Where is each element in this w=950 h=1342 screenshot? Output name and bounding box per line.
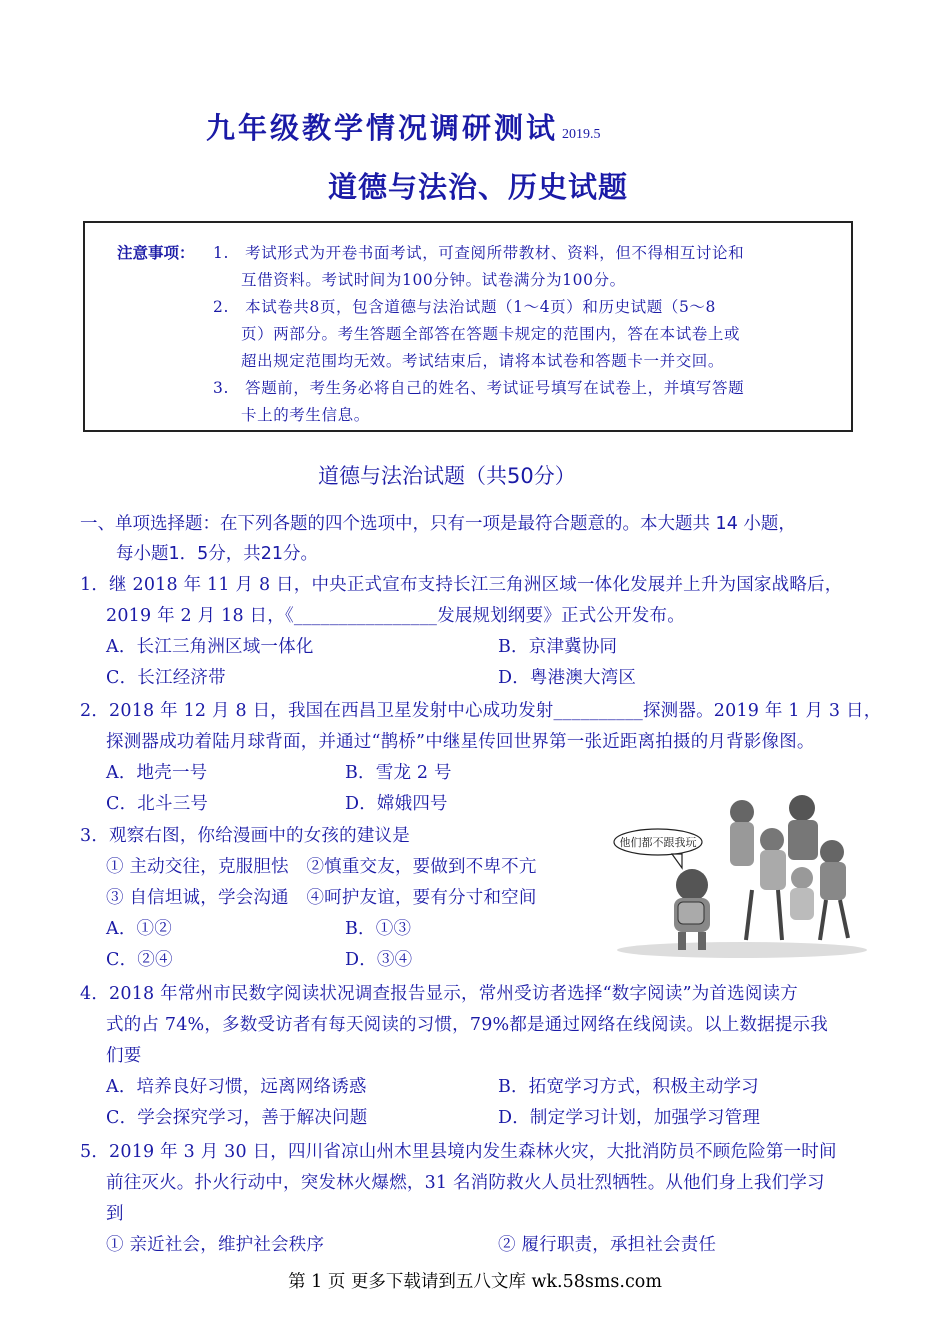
question-5-statement-1: ① 亲近社会，维护社会秩序 [106,1235,325,1255]
question-2-stem-cont: 探测器成功着陆月球背面，并通过“鹊桥”中继星传回世界第一张近距离拍摄的月背影像图。 [106,732,815,752]
notice-line: 页）两部分。考生答题全部答在答题卡规定的范围内，答在本试卷上或 [241,325,741,343]
notice-line: 超出规定范围均无效。考试结束后，请将本试卷和答题卡一并交回。 [241,352,725,370]
question-3-option-d: D．③④ [345,950,413,970]
question-1-option-c: C．长江经济带 [106,668,226,688]
question-1-stem: 1．继 2018 年 11 月 8 日，中央正式宣布支持长江三角洲区域一体化发展并上升为国家战略后， [80,575,843,595]
question-2-option-a: A．地壳一号 [106,763,208,783]
question-3-option-c: C．②④ [106,950,173,970]
exam-subtitle: 道德与法治、历史试题 [328,170,629,204]
girl-figure [674,869,710,950]
question-4-stem: 4．2018 年常州市民数字阅读状况调查报告显示，常州受访者选择“数字阅读”为首选阅读方 [80,984,798,1004]
notice-line: 卡上的考生信息。 [241,406,370,424]
notice-line: 3. 答题前，考生务必将自己的姓名、考试证号填写在试卷上，并填写答题 [213,379,745,397]
question-1-option-d: D．粤港澳大湾区 [498,668,637,688]
question-5-statement-2: ② 履行职责，承担社会责任 [498,1235,717,1255]
page-footer: 第 1 页 更多下载请到五八文库 wk.58sms.com [288,1272,662,1292]
cartoon-illustration [612,790,874,960]
part-heading-cont: 每小题1．5分，共21分。 [116,544,319,564]
question-4-option-a: A．培养良好习惯，远离网络诱惑 [106,1077,367,1097]
children-group [730,795,848,940]
speech-bubble-text: 他们都不跟我玩 [619,836,697,849]
part-heading: 一、单项选择题：在下列各题的四个选项中，只有一项是最符合题意的。本大题共 14 小题， [80,514,796,534]
question-2-option-d: D．嫦娥四号 [345,794,448,814]
question-4-option-d: D．制定学习计划，加强学习管理 [498,1108,761,1128]
question-5-stem-cont: 前往灭火。扑火行动中，突发林火爆燃，31 名消防救火人员壮烈牺牲。从他们身上我们学习 [106,1173,825,1193]
question-1-option-b: B．京津冀协同 [498,637,618,657]
question-3-stem: 3．观察右图，你给漫画中的女孩的建议是 [80,826,410,846]
question-5-stem-cont: 到 [106,1204,124,1224]
notice-line: 1. 考试形式为开卷书面考试，可查阅所带教材、资料，但不得相互讨论和 [213,244,745,262]
question-3-statement: ③ 自信坦诚，学会沟通 ④呵护友谊，要有分寸和空间 [106,888,537,908]
notice-box [83,221,853,432]
question-4-stem-cont: 们要 [106,1046,142,1066]
question-4-option-b: B．拓宽学习方式，积极主动学习 [498,1077,759,1097]
question-2-option-c: C．北斗三号 [106,794,209,814]
notice-line: 2. 本试卷共8页，包含道德与法治试题（1～4页）和历史试题（5～8 [213,298,716,316]
notice-line: 互借资料。考试时间为100分钟。试卷满分为100分。 [241,271,626,289]
question-1-option-a: A．长江三角洲区域一体化 [106,637,314,657]
question-3-option-a: A．①② [106,919,172,939]
question-4-stem-cont: 式的占 74%，多数受访者有每天阅读的习惯，79%都是通过网络在线阅读。以上数据提示我 [106,1015,828,1035]
question-5-stem: 5．2019 年 3 月 30 日，四川省凉山州木里县境内发生森林火灾，大批消防员不顾危险第一时间 [80,1142,837,1162]
section-title: 道德与法治试题（共50分） [318,464,576,488]
notice-label: 注意事项： [117,244,195,262]
question-1-stem-cont: 2019 年 2 月 18 日，《________________发展规划纲要》正式公开发布。 [106,606,685,626]
question-2-stem: 2．2018 年 12 月 8 日，我国在西昌卫星发射中心成功发射__________探测器。2019 年 1 月 3 日， [80,701,882,721]
question-4-option-c: C．学会探究学习，善于解决问题 [106,1108,368,1128]
question-3-statement: ① 主动交往，克服胆怯 ②慎重交友，要做到不卑不亢 [106,857,537,877]
exam-title: 九年级教学情况调研测试 2019.5 [206,111,601,145]
question-2-option-b: B．雪龙 2 号 [345,763,452,783]
exam-date: 2019.5 [562,127,601,142]
question-3-option-b: B．①③ [345,919,412,939]
